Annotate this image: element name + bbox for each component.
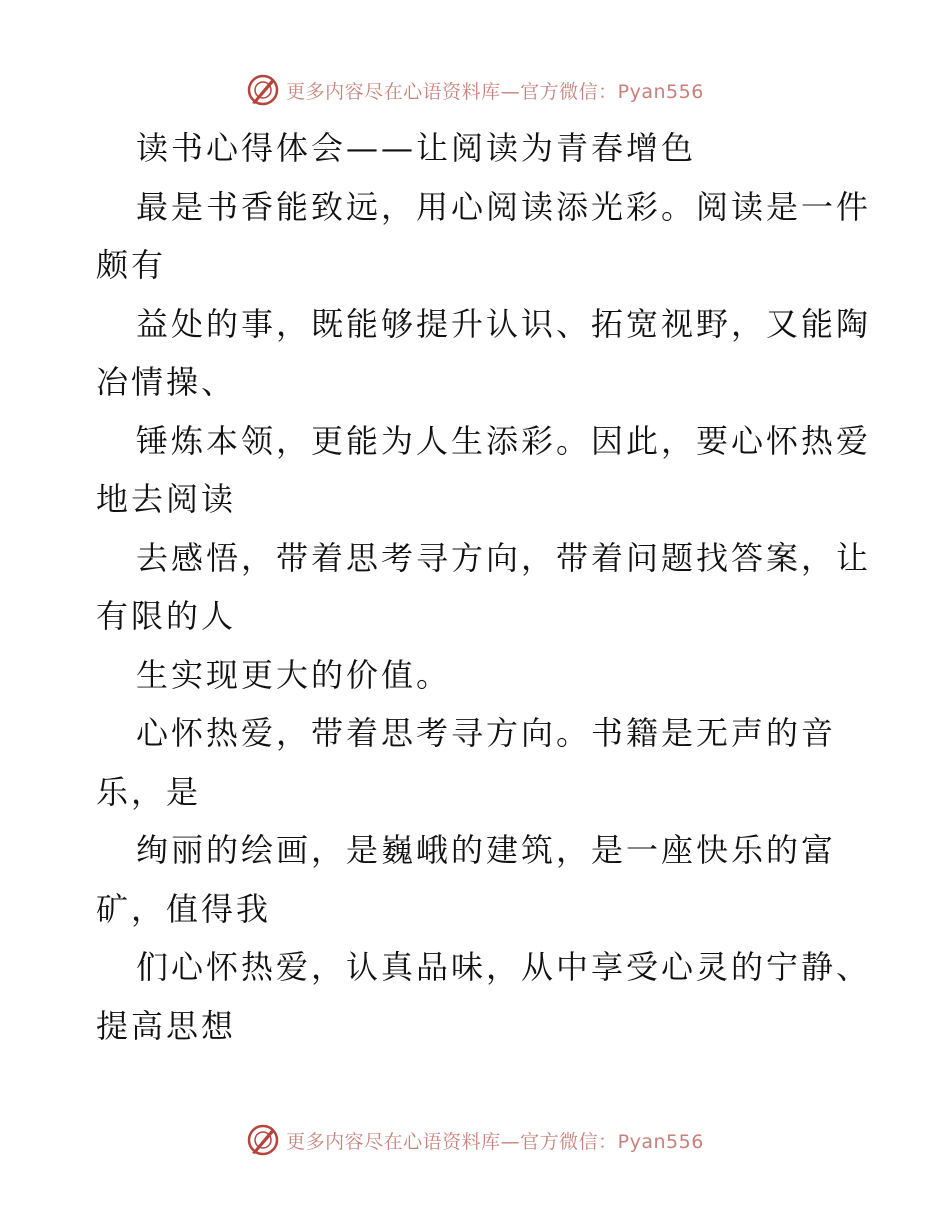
text-line: 有限的人 [96, 597, 237, 635]
quill-logo-icon [246, 1123, 280, 1157]
text-line: 冶情操、 [96, 363, 237, 401]
document-body [96, 124, 872, 1060]
text-line: 们心怀热爱，认真品味，从中享受心灵的宁静、 [136, 948, 872, 986]
text-line: 锤炼本领，更能为人生添彩。因此，要心怀热爱 [136, 421, 872, 460]
footer-watermark [0, 1120, 950, 1160]
text-line: 地去阅读 [96, 480, 237, 518]
text-line: 提高思想 [96, 1006, 237, 1045]
quill-logo-icon [246, 73, 280, 107]
watermark-text: 更多内容尽在心语资料库—官方微信：Pyan556 [286, 80, 704, 103]
text-line: 绚丽的绘画，是巍峨的建筑，是一座快乐的富 [136, 831, 837, 869]
text-line: 去感悟，带着思考寻方向，带着问题找答案，让 [136, 538, 872, 577]
text-line: 颇有 [96, 246, 167, 284]
document-title: 读书心得体会——让阅读为青春增色 [136, 129, 697, 167]
text-line: 生实现更大的价值。 [136, 655, 452, 694]
text-line: 矿，值得我 [96, 889, 272, 928]
text-line: 心怀热爱，带着思考寻方向。书籍是无声的音 [136, 714, 837, 752]
text-line: 乐，是 [96, 772, 202, 811]
watermark-text: 更多内容尽在心语资料库—官方微信：Pyan556 [286, 1130, 704, 1153]
text-line: 益处的事，既能够提升认识、拓宽视野，又能陶 [136, 304, 872, 343]
text-line: 最是书香能致远，用心阅读添光彩。阅读是一件 [136, 187, 872, 226]
header-watermark [0, 70, 950, 110]
